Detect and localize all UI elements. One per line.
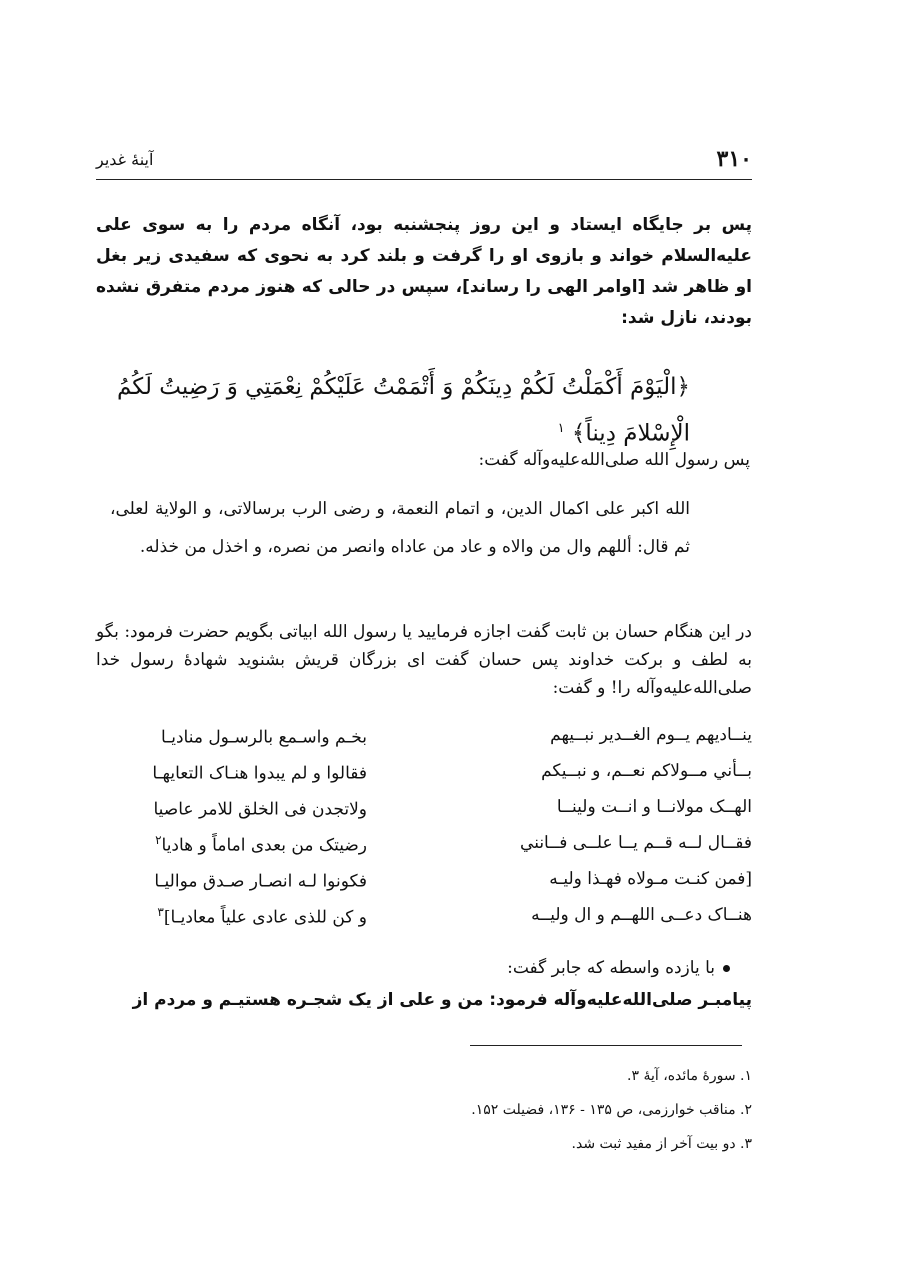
running-title: آینۀ غدیر [96,150,154,169]
footnote: ۳. دو بیت آخر از مفید ثبت شد. [571,1136,752,1152]
poem-hemistich-second [96,833,367,856]
poem [96,725,752,941]
footnote-divider [470,1045,742,1046]
poem-hemistich-text: رضيتک من بعدی اماماً و هاديا [161,835,367,856]
footnote-marker: ۳ [157,905,164,919]
continuing-paragraph: پیامبـر صلی‌الله‌علیه‌وآله فرمود: من و علی از یک شجـره هستیـم و مردم از [132,990,752,1010]
poem-hemistich-text: فكونوا لـه انصـار صـدق مواليـا [154,871,367,892]
page-number: ۳۱۰ [716,146,752,172]
poem-hemistich-text: بخـم واسـمع بالرسـول مناديـا [161,727,367,748]
poem-verse [96,797,752,833]
quran-verse [110,366,690,455]
poem-hemistich-first: هنــاک دعــی اللهــم و ال وليــه [531,905,752,925]
bullet-text: با یازده واسطه که جابر گفت: [507,958,715,978]
footnote: ۲. مناقب خوارزمی، ص ۱۳۵ - ۱۳۶، فضیلت ۱۵۲. [471,1102,752,1118]
poem-hemistich-text: فقالوا و لم يبدوا هنـاک التعايهـا [152,763,367,784]
poem-hemistich-first: [فمن كنـت مـولاه فهـذا وليـه [549,869,752,889]
bullet-item [96,958,730,978]
narration-paragraph: در این هنگام حسان بن ثابت گفت اجازه فرمایید یا رسول الله ابیاتی بگویم حضرت فرمود: بگو به لطف و برکت خداوند پس حسان گفت ای بزرگان قریش بشنوید شهادۀ رسول خدا صلی‌الله‌علیه‌وآله را! و گفت: [96,622,752,698]
poem-verse [96,761,752,797]
header-divider [96,179,752,180]
poem-verse [96,833,752,869]
poem-hemistich-text: و کن للذی عادی علياً معاديـا] [163,907,367,928]
poem-verse [96,869,752,905]
quran-footnote-marker: ۱ [557,421,565,436]
prophet-said-line: پس رسول الله صلی‌الله‌علیه‌وآله گفت: [478,450,750,470]
page-header [96,146,752,180]
footnotes [96,1068,752,1170]
poem-hemistich-second [96,725,367,748]
poem-hemistich-text: ولاتجدن فی الخلق للامر عاصيا [153,799,367,820]
bullet-icon [723,965,730,972]
quran-verse-text: ﴿الْيَوْمَ أَكْمَلْتُ لَكُمْ دِينَكُمْ وَ أَتْمَمْتُ عَلَيْكُمْ نِعْمَتِي وَ رَضِيتُ لَكُمُ الْإِسْلامَ دِيناً﴾ [116,374,690,447]
intro-paragraph: پس بر جایگاه ایستاد و این روز پنجشنبه بود، آنگاه مردم را به سوی علی علیه‌السلام خواند و بازوی او را گرفت و بلند کرد به نحوی که سفیدی زیر بغل او ظاهر شد [اوامر الهی را رساند]، سپس در حالی که هنوز مردم متفرق نشده بودند، نازل شد: [96,215,752,328]
prophet-quote: الله اکبر علی اکمال الدین، و اتمام النعمة، و رضی الرب برسالاتی، و الولایة لعلی، ثم قال: أللهم وال من والاه و عاد من عاداه وانصر من نصره، و اخذل من خذله. [110,499,690,557]
poem-verse [96,725,752,761]
footnote-marker: ۲ [155,833,162,847]
poem-hemistich-second [96,761,367,784]
poem-hemistich-second [96,869,367,892]
poem-hemistich-second [96,905,367,928]
poem-hemistich-first: بــأني مــولاكم نعــم، و نبــيكم [541,761,752,781]
poem-hemistich-first: الهــک مولانــا و انــت ولينــا [556,797,752,817]
poem-hemistich-first: ينــاديهم يــوم الغــدير نبــيهم [550,725,752,745]
poem-hemistich-first: فقــال لــه قــم يــا علــی فــانني [520,833,752,853]
footnote: ۱. سورۀ مائده، آیۀ ۳. [627,1068,752,1084]
poem-verse [96,905,752,941]
poem-hemistich-second [96,797,367,820]
